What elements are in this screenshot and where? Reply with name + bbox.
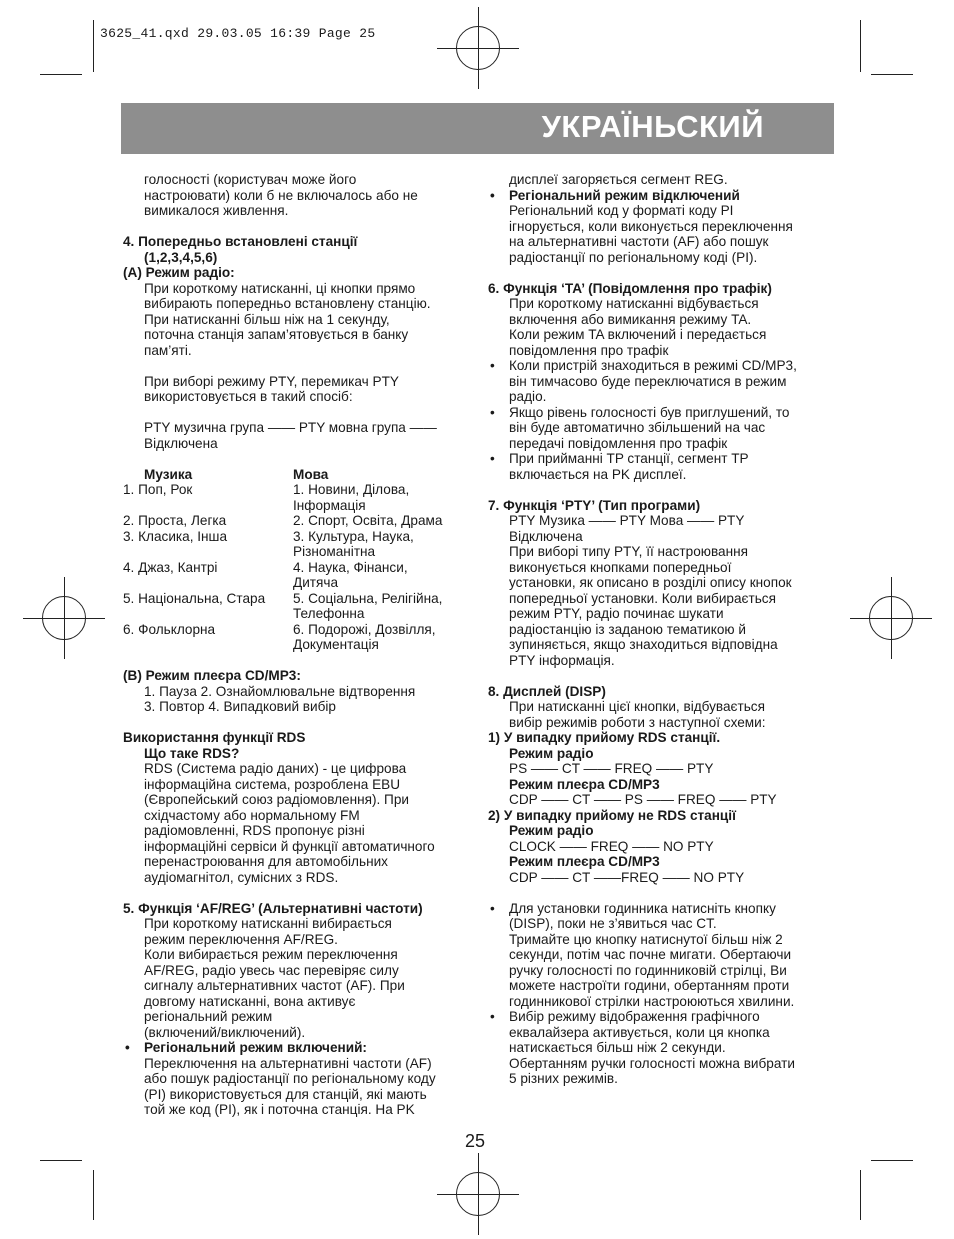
- text-line: Переключення на альтернативні частоти (AF): [144, 1055, 432, 1071]
- list-item: • Для установки годинника натисніть кнопку: [490, 900, 776, 916]
- table-cell: 2. Проста, Легка: [123, 513, 227, 528]
- text-line: повідомлення про трафік: [509, 342, 669, 358]
- text-line: (Європейський союз радіомовлення). При: [144, 792, 409, 807]
- text-line: аудіомагнітол, сумісних з RDS.: [144, 869, 339, 885]
- player-mode-label: Режим плеєра CD/MP3: [509, 854, 660, 869]
- text-line: той же код (PI), як і поточна станція. На PK: [144, 1102, 415, 1117]
- bullet-icon: •: [490, 404, 495, 420]
- text-line: попередньої установки. Коли вибирається: [509, 590, 776, 606]
- text-line: CDP —— CT ——FREQ —— NO PTY: [509, 869, 745, 885]
- text-line: Регіональний код у форматі коду PI: [509, 203, 734, 218]
- crop-mark: [871, 74, 913, 75]
- text-line: Обертанням ручки голосності можна вибрати: [509, 1055, 795, 1071]
- text-line: PTY Музика —— PTY Мова —— PTY: [509, 513, 745, 528]
- text-line: зупиняється, якщо знаходиться відповідна: [509, 637, 778, 652]
- right-column: [488, 172, 838, 1087]
- text-line: (PI) використовується для станцій, які мають: [144, 1086, 427, 1102]
- bullet-icon: •: [490, 451, 495, 466]
- text-line: пам’яті.: [144, 342, 192, 358]
- pty-table-header: [123, 467, 473, 483]
- text-line: регіональний режим: [144, 1009, 273, 1024]
- text-line: він тимчасово буде переключатися в режим: [509, 373, 787, 389]
- text-line: голосності (користувач може його: [144, 172, 357, 187]
- text-line: При виборі режиму PTY, перемикач PTY: [144, 373, 399, 389]
- crop-mark: [40, 74, 82, 75]
- text-line: перенастроювання для автомобільних: [144, 854, 388, 869]
- registration-mark-icon: [869, 596, 913, 640]
- text-line: Тримайте цю кнопку натиснутої більш ніж 2: [509, 931, 783, 947]
- case-1-heading: 1) У випадку прийому RDS станції.: [488, 730, 721, 745]
- registration-mark-icon: [456, 26, 500, 70]
- page-number: 25: [465, 1131, 486, 1151]
- text-line: RDS (Система радіо даних) - це цифрова: [144, 761, 407, 776]
- crop-mark: [871, 1160, 913, 1161]
- text-line: AF/REG, радіо увесь час перевіряє силу: [144, 962, 399, 978]
- text-line: включення або вимикання режиму TA.: [509, 311, 752, 327]
- table-cell: 3. Культура, Наука, Різноманітна: [293, 528, 414, 559]
- list-item: • Вибір режиму відображення графічного: [490, 1009, 760, 1024]
- text-line: PTY інформація.: [509, 652, 615, 668]
- section-6-heading: 6. Функція ‘TA’ (Повідомлення про трафік): [488, 280, 772, 296]
- text-line: ігнорується, коли виконується переключення: [509, 218, 793, 234]
- radio-mode-heading: (A) Режим радіо:: [123, 265, 235, 280]
- text-line: (DISP), поки не з’явиться час CT.: [509, 916, 717, 931]
- regional-on-heading: • Регіональний режим включений:: [125, 1040, 367, 1055]
- text-line: 1. Пауза 2. Ознайомлювальне відтворення: [144, 683, 416, 699]
- crop-mark: [93, 1170, 94, 1220]
- radio-mode-label: Режим радіо: [509, 823, 594, 838]
- section-8-heading: 8. Дисплей (DISP): [488, 683, 606, 699]
- text-line: режим переключення AF/REG.: [144, 931, 338, 947]
- text-line: можете настроїти години, обертанням проти: [509, 978, 790, 993]
- table-row: [123, 591, 473, 622]
- text-line: сигналу альтернативних частот (AF). При: [144, 978, 405, 993]
- text-line: ручку голосності по годинниковій стрілці, Ви: [509, 962, 787, 978]
- text-line: При короткому натисканні, ці кнопки прямо: [144, 280, 416, 296]
- bullet-icon: •: [490, 1009, 495, 1024]
- table-cell: 5. Соціальна, Релігійна, Телефонна: [293, 590, 443, 621]
- text-line: PTY музична група —— PTY мовна група ——: [144, 420, 437, 435]
- table-row: [123, 529, 473, 560]
- text-line: При короткому натисканні відбувається: [509, 296, 759, 311]
- text-line: включається на PK дисплеї.: [509, 466, 687, 482]
- table-row: [123, 560, 473, 591]
- page-title: УКРАЇНЬСКИЙ: [541, 109, 764, 144]
- text-line: режим PTY, радіо починає шукати: [509, 606, 724, 621]
- text-line: еквалайзера активується, коли ця кнопка: [509, 1024, 770, 1040]
- text-line: східчастому або нормальному FM: [144, 807, 360, 823]
- text-line: він буде автоматично збільшений на час: [509, 420, 766, 435]
- player-mode-heading: (B) Режим плеєра CD/MP3:: [123, 668, 301, 683]
- text-line: довгому натисканні, вона активує: [144, 993, 356, 1009]
- text-line: Коли вибирається режим переключення: [144, 947, 398, 962]
- table-cell: 1. Новини, Ділова, Інформація: [293, 482, 410, 513]
- player-mode-label: Режим плеєра CD/MP3: [509, 776, 660, 792]
- text-line: вибір режимів роботи з наступної схеми:: [509, 714, 766, 730]
- regional-off-heading: • Регіональний режим відключений: [490, 187, 740, 203]
- bullet-icon: •: [125, 1040, 130, 1055]
- table-row: [123, 622, 473, 653]
- text-line: вимикалося живлення.: [144, 203, 289, 218]
- text-line: Коли режим TA включений і передається: [509, 327, 767, 342]
- registration-mark-icon: [42, 596, 86, 640]
- section-4-heading: 4. Попередньо встановлені станції: [123, 234, 358, 249]
- text-line: Відключена: [509, 528, 583, 544]
- text-line: При короткому натисканні вибирається: [144, 916, 392, 931]
- text-line: радіостанції по регіональному коді (PI).: [509, 249, 758, 265]
- text-line: передачі повідомлення про трафік: [509, 435, 728, 451]
- bullet-icon: •: [490, 900, 495, 916]
- section-5-heading: 5. Функція ‘AF/REG’ (Альтернативні частоти): [123, 900, 423, 916]
- text-line: радіо.: [509, 389, 547, 404]
- file-slug: 3625_41.qxd 29.03.05 16:39 Page 25: [100, 26, 376, 41]
- text-line: дисплеї загоряється сегмент REG.: [509, 172, 728, 187]
- text-line: установки, як описано в розділі опису кнопок: [509, 575, 792, 590]
- table-cell: 4. Наука, Фінанси, Дитяча: [293, 559, 408, 590]
- list-item: • При прийманні TP станції, сегмент TP: [490, 451, 749, 466]
- table-row: [123, 482, 473, 513]
- text-line: радіомовленні, RDS пропонує різні: [144, 823, 365, 838]
- text-line: годинникової стрілки настроюються хвилини.: [509, 993, 795, 1009]
- table-cell: 1. Поп, Рок: [123, 482, 193, 497]
- text-line: натискається більш ніж 2 секунди.: [509, 1040, 726, 1055]
- text-line: поточна станція запам’ятовується в банку: [144, 327, 409, 342]
- table-cell: 2. Спорт, Освіта, Драма: [293, 513, 443, 528]
- table-cell: 6. Подорожі, Дозвілля, Документація: [293, 621, 436, 652]
- table-cell: 3. Класика, Інша: [123, 528, 228, 544]
- speech-column-heading: Мова: [293, 466, 329, 482]
- text-line: радіостанцію із заданою тематикою й: [509, 621, 746, 637]
- crop-mark: [860, 1170, 861, 1220]
- bullet-icon: •: [490, 358, 495, 373]
- text-line: інформаційна система, розроблена EBU: [144, 776, 401, 792]
- text-line: секунди, потім час почне мигати. Обертаючи: [509, 947, 792, 962]
- text-line: При натисканні більш ніж на 1 секунду,: [144, 311, 390, 327]
- text-line: (включений/виключений).: [144, 1024, 306, 1040]
- list-item: • Якщо рівень голосності був приглушений, то: [490, 404, 790, 420]
- rds-heading: Використання функції RDS: [123, 730, 306, 745]
- music-column-heading: Музика: [144, 466, 193, 482]
- case-2-heading: 2) У випадку прийому не RDS станції: [488, 807, 736, 823]
- crop-mark: [860, 20, 861, 72]
- crop-mark: [93, 20, 94, 72]
- registration-mark-icon: [456, 1172, 500, 1216]
- radio-mode-label: Режим радіо: [509, 745, 594, 761]
- table-cell: 6. Фольклорна: [123, 621, 216, 637]
- text-line: вибирають попередньо встановлену станцію.: [144, 296, 431, 311]
- text-line: CDP —— CT —— PS —— FREQ —— PTY: [509, 792, 777, 807]
- left-column: [123, 172, 473, 1118]
- text-line: 5 різних режимів.: [509, 1071, 618, 1086]
- text-line: При виборі типу PTY, її настроювання: [509, 544, 748, 559]
- text-line: Відключена: [144, 435, 218, 451]
- text-line: настроювати) коли б не включалось або не: [144, 187, 418, 203]
- section-4-heading-cont: (1,2,3,4,5,6): [144, 249, 218, 265]
- text-line: виконується кнопками попередньої: [509, 559, 732, 575]
- section-7-heading: 7. Функція ‘PTY’ (Тип програми): [488, 497, 701, 513]
- bullet-icon: •: [490, 187, 495, 203]
- table-row: [123, 513, 473, 529]
- text-line: на альтернативні частоти (AF) або пошук: [509, 234, 769, 249]
- text-line: CLOCK —— FREQ —— NO PTY: [509, 838, 714, 854]
- text-line: PS —— CT —— FREQ —— PTY: [509, 761, 714, 776]
- text-line: 3. Повтор 4. Випадковий вибір: [144, 699, 336, 714]
- table-cell: 4. Джаз, Кантрі: [123, 559, 218, 575]
- title-banner: [121, 103, 834, 154]
- text-line: або пошук радіостанції по регіональному коду: [144, 1071, 436, 1086]
- text-line: інформаційні сервіси й функції автоматичного: [144, 838, 435, 854]
- crop-mark: [40, 1160, 82, 1161]
- text-line: При натисканні цієї кнопки, відбувається: [509, 699, 765, 714]
- rds-question: Що таке RDS?: [144, 745, 240, 761]
- list-item: • Коли пристрій знаходиться в режимі CD/MP3,: [490, 358, 797, 373]
- table-cell: 5. Національна, Стара: [123, 590, 266, 606]
- text-line: використовується в такий спосіб:: [144, 389, 353, 404]
